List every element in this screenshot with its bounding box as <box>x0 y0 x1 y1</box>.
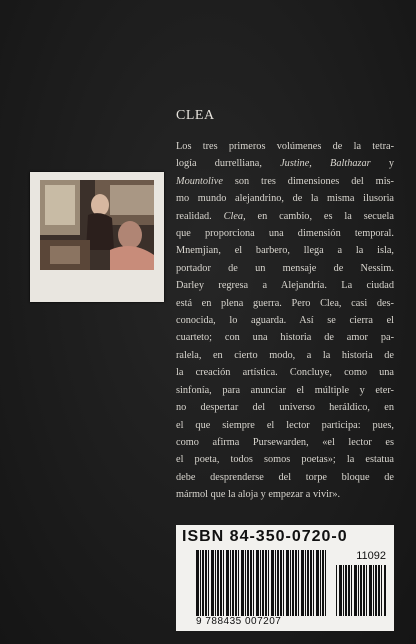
barcode-bar <box>262 550 264 616</box>
barcode-bar <box>358 565 359 616</box>
ean-barcode <box>196 550 326 616</box>
synopsis-line: debe desprenderse del torpe bloque de <box>176 471 394 483</box>
barcode-bar <box>360 565 362 616</box>
barcode-bar <box>235 550 237 616</box>
synopsis-line: Darley regresa a Alejandría. La ciudad <box>176 280 394 292</box>
barcode-bar <box>220 550 222 616</box>
barcode-bar <box>322 550 324 616</box>
barcode-bar <box>275 550 276 616</box>
book-title: CLEA <box>176 108 215 123</box>
synopsis-line: la creación artística. Concluye, como una <box>176 367 394 379</box>
ean-digits: 9 788435 007207 <box>196 616 282 627</box>
barcode-bar <box>301 550 304 616</box>
barcode-bar <box>260 550 261 616</box>
synopsis-line: Mountolive son tres dimensiones del mis- <box>176 175 394 187</box>
barcode-bar <box>320 550 321 616</box>
barcode-bar <box>283 550 284 616</box>
barcode-bar <box>256 550 259 616</box>
synopsis-line: mármol que la aloja y empezar a vivir». <box>176 489 341 501</box>
synopsis-line: el poeta, todos somos poetas»; la estatua <box>176 454 394 466</box>
barcode-bar <box>277 550 279 616</box>
barcode-bar <box>292 550 294 616</box>
cover-photo <box>40 180 154 270</box>
barcode-bar <box>295 550 297 616</box>
barcode-bar <box>200 550 201 616</box>
synopsis-line: ralela, en cierto modo, a la historia de <box>176 349 394 361</box>
photo-frame <box>30 172 164 302</box>
synopsis-line: logía durrelliana, Justine, Balthazar y <box>176 158 394 170</box>
barcode-label <box>176 525 394 631</box>
barcode-bar <box>381 565 382 616</box>
synopsis-line: mo mundo alejandrino, de la misma ilusoria <box>176 193 394 205</box>
barcode-bar <box>241 550 244 616</box>
barcode-bar <box>232 550 234 616</box>
barcode-bar <box>280 550 282 616</box>
addon-code: 11092 <box>356 550 386 562</box>
barcode-bar <box>351 565 352 616</box>
barcode-bar <box>366 565 367 616</box>
barcode-bar <box>375 565 377 616</box>
barcode-bar <box>247 550 249 616</box>
synopsis-line: portador de un mensaje de Nessim. <box>176 262 394 274</box>
synopsis-line: el que siempre el lector participa: pues, <box>176 419 394 431</box>
barcode-bar <box>268 550 269 616</box>
barcode-bar <box>238 550 239 616</box>
synopsis-line: conocida, lo aguarda. Así se cierra el <box>176 315 394 327</box>
barcode-bar <box>205 550 207 616</box>
barcode-bar <box>313 550 314 616</box>
barcode-bar <box>245 550 246 616</box>
barcode-bar <box>345 565 347 616</box>
barcode-bar <box>253 550 254 616</box>
barcode-bar <box>369 565 372 616</box>
barcode-bar <box>354 565 357 616</box>
barcode-bar <box>271 550 274 616</box>
barcode-bar <box>208 550 209 616</box>
barcode-bar <box>290 550 291 616</box>
synopsis-line: sinfonía, para anunciar el múltiple y eter- <box>176 384 394 396</box>
barcode-bar <box>307 550 309 616</box>
barcode-bar <box>217 550 219 616</box>
synopsis-line: que proporciona una dimensión temporal. <box>176 228 394 240</box>
synopsis-line: está en plena guerra. Pero Clea, casi des- <box>176 297 394 309</box>
barcode-bar <box>250 550 252 616</box>
barcode-bar <box>325 550 326 616</box>
barcode-bar <box>226 550 229 616</box>
photo-illustration <box>40 180 154 270</box>
barcode-bar <box>305 550 306 616</box>
synopsis-line: realidad. Clea, en cambio, es la secuela <box>176 210 394 222</box>
barcode-bar <box>265 550 267 616</box>
barcode-bar <box>202 550 204 616</box>
synopsis-line: Mnemjian, el barbero, llega a la isla, <box>176 245 394 257</box>
synopsis-line: como afirma Pursewarden, «el lector es <box>176 436 394 448</box>
barcode-bar <box>230 550 231 616</box>
barcode-bar <box>343 565 344 616</box>
barcode-bar <box>373 565 374 616</box>
barcode-bar <box>196 550 199 616</box>
barcode-bar <box>215 550 216 616</box>
barcode-bar <box>339 565 342 616</box>
barcode-bar <box>286 550 289 616</box>
barcode-bar <box>384 565 386 616</box>
synopsis-line: cuarteto; con una historia de amor pa- <box>176 332 394 344</box>
barcode-bar <box>336 565 337 616</box>
barcode-bar <box>348 565 350 616</box>
barcode-bar <box>310 550 312 616</box>
synopsis-line: no despertar del universo heráldico, en <box>176 402 394 414</box>
barcode-bar <box>211 550 214 616</box>
barcode-bar <box>223 550 224 616</box>
barcode-bar <box>363 565 365 616</box>
barcode-bar <box>378 565 380 616</box>
isbn-text: ISBN 84-350-0720-0 <box>182 528 348 545</box>
synopsis-line: Los tres primeros volúmenes de la tetra- <box>176 141 394 152</box>
barcode-bar <box>316 550 319 616</box>
addon-barcode <box>336 565 386 616</box>
barcode-bar <box>298 550 299 616</box>
synopsis-text <box>176 138 394 504</box>
